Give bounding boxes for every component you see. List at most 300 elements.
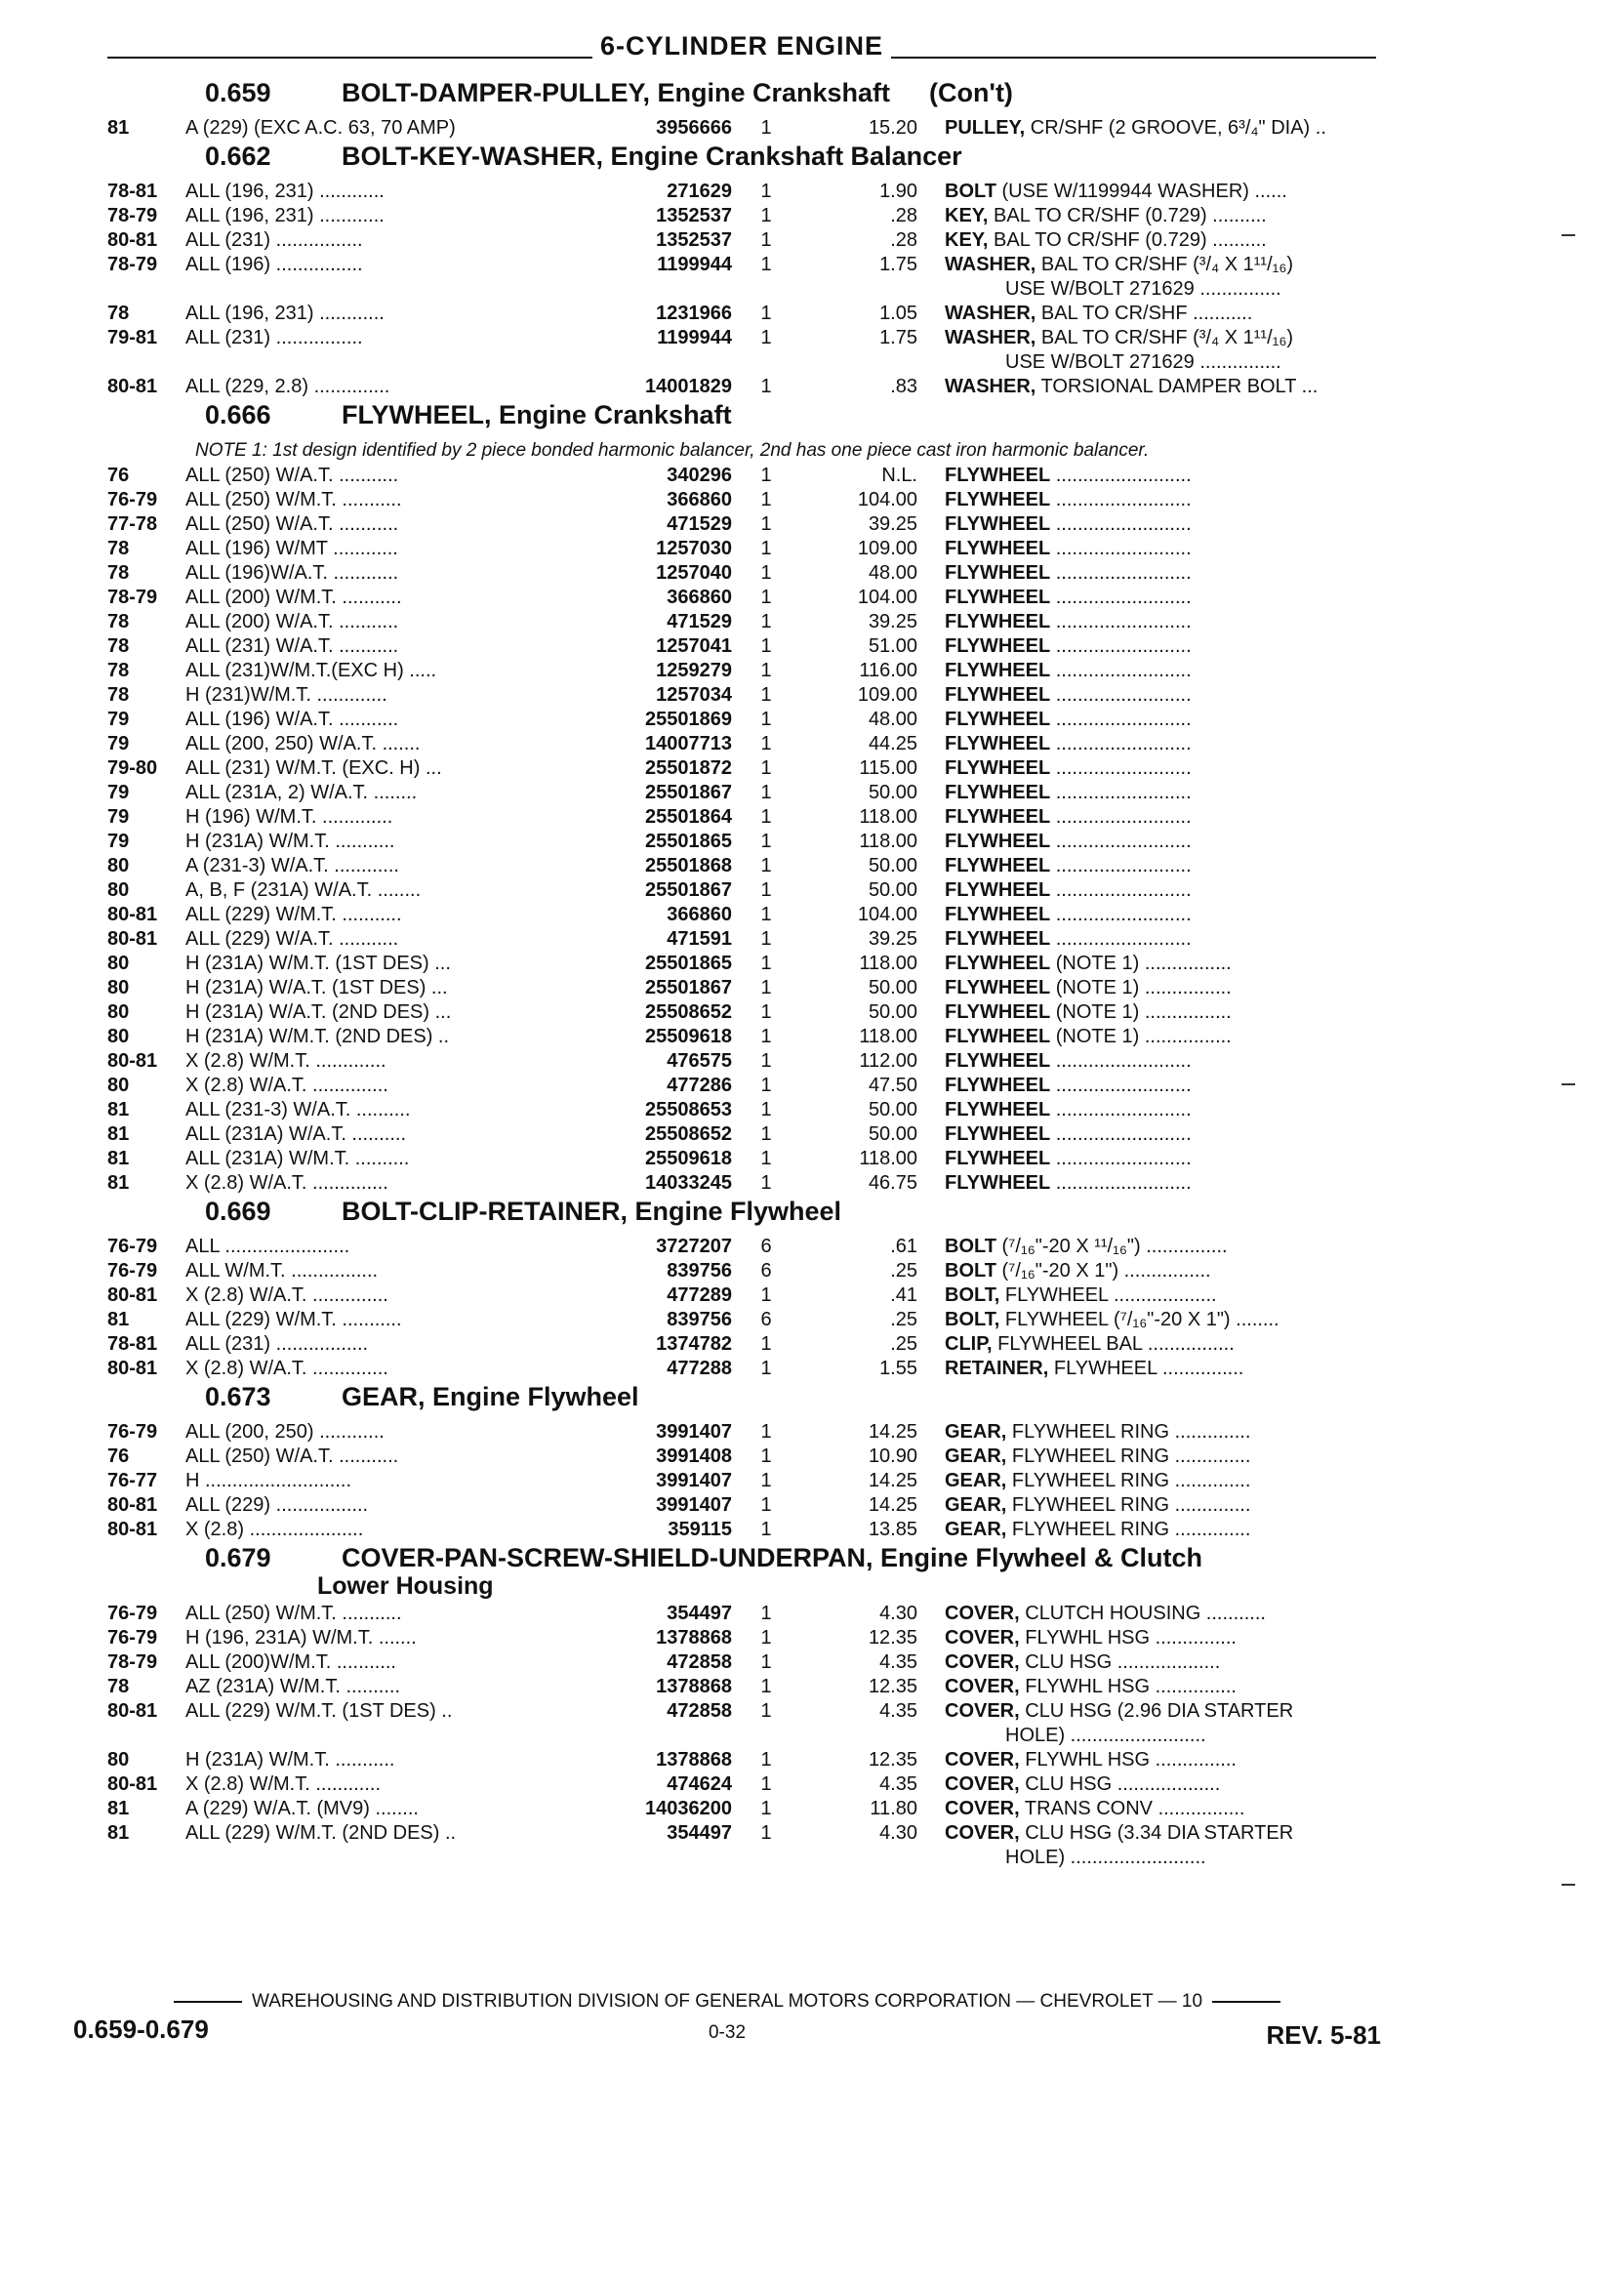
description (917, 1260, 1376, 1282)
price: .83 (890, 376, 917, 397)
description-text: ......................... (1050, 733, 1192, 754)
quantity: 1 (760, 1494, 772, 1516)
parts-row (107, 1333, 1376, 1358)
model-years: 76-79 (107, 1627, 158, 1649)
price: 104.00 (857, 904, 917, 925)
application: ALL (196, 231) ............ (185, 205, 385, 226)
description-text: FLYWHEEL RING .............. (1006, 1494, 1251, 1516)
description-keyword: BOLT, (945, 1284, 1000, 1306)
description-keyword: COVER, (945, 1822, 1020, 1844)
model-years: 80-81 (107, 376, 158, 397)
description-text: BAL TO CR/SHF ........... (1035, 303, 1253, 324)
application: H (231A) W/M.T. (1ST DES) ... (185, 953, 451, 974)
part-number: 839756 (667, 1260, 732, 1282)
application: ALL (231) W/M.T. (EXC. H) ... (185, 757, 442, 779)
description-keyword: FLYWHEEL (945, 1050, 1051, 1072)
description-text: ......................... (1050, 855, 1192, 876)
model-years: 78 (107, 635, 130, 657)
section-title: BOLT-CLIP-RETAINER, Engine Flywheel (342, 1197, 842, 1226)
model-years: 76-79 (107, 1421, 158, 1443)
quantity: 1 (760, 1519, 772, 1540)
parts-row (107, 709, 1376, 733)
quantity: 1 (760, 635, 772, 657)
description (917, 1284, 1376, 1307)
price: N.L. (881, 465, 917, 486)
application: ALL (229) W/M.T. (1ST DES) .. (185, 1700, 453, 1722)
application: H ........................... (185, 1470, 352, 1491)
description-text: TRANS CONV ................ (1019, 1798, 1245, 1819)
description-keyword: RETAINER, (945, 1358, 1049, 1379)
price: 50.00 (868, 855, 917, 876)
quantity: 1 (760, 538, 772, 559)
model-years: 80-81 (107, 1773, 158, 1795)
description (917, 489, 1376, 511)
description-keyword: COVER, (945, 1651, 1020, 1673)
model-years: 80-81 (107, 1700, 158, 1722)
model-years: 81 (107, 1148, 130, 1169)
quantity: 1 (760, 117, 772, 139)
description-keyword: COVER, (945, 1749, 1020, 1771)
application: H (231)W/M.T. ............. (185, 684, 387, 706)
description-text: ......................... (1050, 513, 1192, 535)
parts-row (107, 562, 1376, 587)
application: ALL (231)W/M.T.(EXC H) ..... (185, 660, 437, 681)
application: ALL (200, 250) ............ (185, 1421, 385, 1443)
part-number: 1352537 (656, 229, 732, 251)
catalog-section (107, 400, 1376, 1197)
application: H (196) W/M.T. ............. (185, 806, 393, 828)
parts-row (107, 733, 1376, 757)
quantity: 1 (760, 205, 772, 226)
parts-row (107, 782, 1376, 806)
description (917, 660, 1376, 682)
footer-revision: REV. 5-81 (1266, 2020, 1381, 2050)
description-text: FLYWHEEL BAL ................ (992, 1333, 1235, 1355)
price: 104.00 (857, 489, 917, 510)
application: H (231A) W/A.T. (2ND DES) ... (185, 1001, 452, 1023)
model-years: 79 (107, 831, 130, 852)
description-text: BAL TO CR/SHF (³/₄ X 1¹¹/₁₆) (1035, 327, 1294, 348)
quantity: 1 (760, 1148, 772, 1169)
description-keyword: FLYWHEEL (945, 635, 1051, 657)
page-footer (73, 1991, 1381, 2069)
description (917, 928, 1376, 951)
part-number: 1231966 (656, 303, 732, 324)
quantity: 1 (760, 660, 772, 681)
description-text: FLYWHL HSG ............... (1019, 1749, 1237, 1771)
description-text: FLYWHEEL ............... (1048, 1358, 1244, 1379)
description-keyword: FLYWHEEL (945, 879, 1051, 901)
price: 1.55 (879, 1358, 917, 1379)
parts-row (107, 303, 1376, 327)
part-number: 25501869 (645, 709, 732, 730)
description-text: ......................... (1050, 538, 1192, 559)
price: 12.35 (868, 1749, 917, 1771)
application: ALL (196, 231) ............ (185, 181, 385, 202)
application: ALL (231A) W/A.T. .......... (185, 1123, 406, 1145)
quantity: 1 (760, 831, 772, 852)
quantity: 1 (760, 684, 772, 706)
application: X (2.8) W/A.T. .............. (185, 1358, 388, 1379)
part-number: 3727207 (656, 1236, 732, 1257)
model-years: 78 (107, 562, 130, 584)
description-text: TORSIONAL DAMPER BOLT ... (1035, 376, 1319, 397)
quantity: 1 (760, 1358, 772, 1379)
quantity: 1 (760, 1075, 772, 1096)
description-keyword: FLYWHEEL (945, 489, 1051, 510)
price: 39.25 (868, 513, 917, 535)
description (917, 1358, 1376, 1380)
price: 12.35 (868, 1627, 917, 1649)
price: 12.35 (868, 1676, 917, 1697)
part-number: 3991408 (656, 1445, 732, 1467)
quantity: 1 (760, 1700, 772, 1722)
application: ALL (250) W/A.T. ........... (185, 1445, 399, 1467)
model-years: 78-79 (107, 254, 158, 275)
quantity: 1 (760, 1822, 772, 1844)
application: ALL (229) W/M.T. ........... (185, 1309, 402, 1330)
description-text: CLU HSG ................... (1019, 1651, 1221, 1673)
description-keyword: FLYWHEEL (945, 1148, 1051, 1169)
price: .28 (890, 205, 917, 226)
model-years: 78-79 (107, 205, 158, 226)
price: 115.00 (859, 757, 917, 779)
quantity: 1 (760, 1284, 772, 1306)
application: ALL (229) W/M.T. (2ND DES) .. (185, 1822, 457, 1844)
description (917, 733, 1376, 755)
price: 50.00 (868, 1123, 917, 1145)
model-years: 76-79 (107, 1260, 158, 1282)
quantity: 1 (760, 757, 772, 779)
model-years: 80-81 (107, 1494, 158, 1516)
model-years: 78 (107, 538, 130, 559)
price: .25 (890, 1260, 917, 1282)
parts-row (107, 117, 1376, 142)
quantity: 1 (760, 303, 772, 324)
description (917, 303, 1376, 325)
quantity: 1 (760, 953, 772, 974)
description-text: CLUTCH HOUSING ........... (1019, 1603, 1266, 1624)
quantity: 1 (760, 1470, 772, 1491)
model-years: 79 (107, 782, 130, 803)
model-years: 81 (107, 1172, 130, 1194)
catalog-section (107, 142, 1376, 400)
description (917, 1773, 1376, 1796)
footer-organization: WAREHOUSING AND DISTRIBUTION DIVISION OF GENERAL MOTORS CORPORATION — CHEVROLET — 10 (251, 1991, 1203, 2012)
description (917, 806, 1376, 829)
application: AZ (231A) W/M.T. .......... (185, 1676, 401, 1697)
part-number: 477286 (667, 1075, 732, 1096)
quantity: 1 (760, 879, 772, 901)
parts-row (107, 181, 1376, 205)
section-note: NOTE 1: 1st design identified by 2 piece bonded harmonic balancer, 2nd has one piece cast iron harmonic balancer. (195, 440, 1150, 461)
description-keyword: FLYWHEEL (945, 1172, 1051, 1194)
description-text: FLYWHL HSG ............... (1019, 1676, 1237, 1697)
part-number: 1199944 (657, 254, 732, 275)
price: 50.00 (868, 1001, 917, 1023)
part-number: 1199944 (657, 327, 732, 348)
parts-row (107, 684, 1376, 709)
description-text: FLYWHEEL RING .............. (1006, 1421, 1251, 1443)
description-text: CLU HSG (2.96 DIA STARTER (1019, 1700, 1294, 1722)
description (917, 587, 1376, 609)
application: ALL (200, 250) W/A.T. ....... (185, 733, 421, 754)
description (917, 1445, 1376, 1468)
application: ALL ....................... (185, 1236, 350, 1257)
quantity: 1 (760, 1627, 772, 1649)
application: ALL (250) W/M.T. ........... (185, 1603, 402, 1624)
description (917, 1676, 1376, 1698)
section-heading (107, 78, 1376, 117)
description-text: ......................... (1050, 709, 1192, 730)
model-years: 76-79 (107, 489, 158, 510)
parts-row (107, 1026, 1376, 1050)
parts-row (107, 1676, 1376, 1700)
quantity: 1 (760, 928, 772, 950)
price: 118.00 (859, 831, 917, 852)
description-text: (NOTE 1) ................ (1050, 977, 1232, 998)
quantity: 1 (760, 1676, 772, 1697)
part-number: 1352537 (656, 205, 732, 226)
model-years: 80-81 (107, 904, 158, 925)
parts-row (107, 953, 1376, 977)
description-keyword: FLYWHEEL (945, 928, 1051, 950)
parts-row (107, 254, 1376, 278)
parts-row (107, 757, 1376, 782)
description-keyword: COVER, (945, 1603, 1020, 1624)
model-years: 80-81 (107, 1358, 158, 1379)
description (917, 782, 1376, 804)
description-keyword: FLYWHEEL (945, 806, 1051, 828)
description-keyword: COVER, (945, 1676, 1020, 1697)
price: 1.90 (879, 181, 917, 202)
section-title: BOLT-KEY-WASHER, Engine Crankshaft Balancer (342, 142, 962, 171)
application: ALL (250) W/A.T. ........... (185, 513, 399, 535)
price: 4.35 (879, 1773, 917, 1795)
description-keyword: FLYWHEEL (945, 977, 1051, 998)
part-number: 3991407 (656, 1494, 732, 1516)
description (917, 1050, 1376, 1073)
parts-row (107, 977, 1376, 1001)
description-text: ......................... (1050, 1172, 1192, 1194)
model-years: 78-79 (107, 1651, 158, 1673)
part-number: 474624 (667, 1773, 732, 1795)
quantity: 1 (760, 465, 772, 486)
quantity: 1 (760, 782, 772, 803)
price: 14.25 (868, 1494, 917, 1516)
description (917, 1627, 1376, 1649)
part-number: 1257030 (656, 538, 732, 559)
description-keyword: WASHER, (945, 254, 1036, 275)
application: X (2.8) W/M.T. ............ (185, 1773, 382, 1795)
quantity: 1 (760, 376, 772, 397)
price: 118.00 (859, 1148, 917, 1169)
quantity: 1 (760, 254, 772, 275)
description (917, 1700, 1376, 1723)
price: .41 (890, 1284, 917, 1306)
application: H (231A) W/M.T. ........... (185, 1749, 395, 1771)
description-text: FLYWHEEL RING .............. (1006, 1445, 1251, 1467)
part-number: 1257040 (656, 562, 732, 584)
description-keyword: COVER, (945, 1798, 1020, 1819)
application: ALL (231) ................ (185, 229, 363, 251)
parts-row (107, 1236, 1376, 1260)
parts-row (107, 1773, 1376, 1798)
description-keyword: FLYWHEEL (945, 831, 1051, 852)
price: 10.90 (868, 1445, 917, 1467)
description (917, 465, 1376, 487)
description (917, 1172, 1376, 1195)
description (917, 684, 1376, 707)
quantity: 1 (760, 1651, 772, 1673)
description (917, 1603, 1376, 1625)
quantity: 6 (760, 1260, 772, 1282)
footer-section-range: 0.659-0.679 (73, 2015, 209, 2044)
parts-row (107, 1123, 1376, 1148)
parts-row (107, 489, 1376, 513)
parts-row (107, 904, 1376, 928)
part-number: 3991407 (656, 1421, 732, 1443)
application: ALL (229) W/A.T. ........... (185, 928, 399, 950)
price: 13.85 (868, 1519, 917, 1540)
description-text: CLU HSG (3.34 DIA STARTER (1019, 1822, 1294, 1844)
description (917, 229, 1376, 252)
description-keyword: WASHER, (945, 376, 1036, 397)
quantity: 6 (760, 1309, 772, 1330)
part-number: 476575 (667, 1050, 732, 1072)
application: H (196, 231A) W/M.T. ....... (185, 1627, 417, 1649)
continued-label: (Con't) (929, 78, 1013, 107)
part-number: 271629 (667, 181, 732, 202)
description-keyword: FLYWHEEL (945, 587, 1051, 608)
description (917, 831, 1376, 853)
model-years: 81 (107, 117, 130, 139)
description-keyword: WASHER, (945, 327, 1036, 348)
price: 4.35 (879, 1651, 917, 1673)
description-continuation: USE W/BOLT 271629 ............... (1005, 278, 1281, 300)
price: 109.00 (857, 538, 917, 559)
parts-row (107, 660, 1376, 684)
parts-row (107, 1284, 1376, 1309)
quantity: 1 (760, 1749, 772, 1771)
model-years: 80-81 (107, 229, 158, 251)
description-keyword: FLYWHEEL (945, 782, 1051, 803)
description-keyword: GEAR, (945, 1494, 1007, 1516)
description-keyword: FLYWHEEL (945, 1026, 1051, 1047)
part-number: 839756 (667, 1309, 732, 1330)
description (917, 376, 1376, 398)
parts-row (107, 1099, 1376, 1123)
application: ALL (229) W/M.T. ........... (185, 904, 402, 925)
description-keyword: FLYWHEEL (945, 513, 1051, 535)
application: ALL (196) W/MT ............ (185, 538, 398, 559)
price: 47.50 (868, 1075, 917, 1096)
parts-row (107, 327, 1376, 351)
parts-row (107, 928, 1376, 953)
model-years: 78 (107, 660, 130, 681)
model-years: 78 (107, 684, 130, 706)
description-keyword: KEY, (945, 205, 989, 226)
price: 39.25 (868, 928, 917, 950)
part-number: 3991407 (656, 1470, 732, 1491)
description (917, 1822, 1376, 1845)
model-years: 78 (107, 611, 130, 632)
footer-rule-left (174, 2001, 242, 2003)
quantity: 1 (760, 1050, 772, 1072)
description-text: ......................... (1050, 806, 1192, 828)
part-number: 1259279 (656, 660, 732, 681)
description (917, 1470, 1376, 1492)
catalog-section (107, 1543, 1376, 1871)
price: .25 (890, 1309, 917, 1330)
application: ALL (196, 231) ............ (185, 303, 385, 324)
price: 48.00 (868, 709, 917, 730)
description-text: ......................... (1050, 489, 1192, 510)
description-keyword: BOLT, (945, 1309, 1000, 1330)
description-text: ......................... (1050, 1075, 1192, 1096)
description (917, 1099, 1376, 1121)
part-number: 472858 (667, 1651, 732, 1673)
description-text: FLYWHL HSG ............... (1019, 1627, 1237, 1649)
quantity: 1 (760, 327, 772, 348)
section-code: 0.679 (205, 1543, 271, 1572)
application: H (231A) W/A.T. (1ST DES) ... (185, 977, 448, 998)
price: 4.30 (879, 1603, 917, 1624)
parts-row (107, 1050, 1376, 1075)
price: 48.00 (868, 562, 917, 584)
description-keyword: FLYWHEEL (945, 562, 1051, 584)
model-years: 81 (107, 1099, 130, 1120)
description (917, 1333, 1376, 1356)
description-text: ......................... (1050, 757, 1192, 779)
parts-row (107, 229, 1376, 254)
description (917, 117, 1376, 140)
quantity: 1 (760, 977, 772, 998)
model-years: 78-79 (107, 587, 158, 608)
description-keyword: FLYWHEEL (945, 904, 1051, 925)
description (917, 855, 1376, 877)
description-text: ......................... (1050, 928, 1192, 950)
description (917, 1236, 1376, 1258)
description (917, 1075, 1376, 1097)
description-keyword: PULLEY, (945, 117, 1026, 139)
price: 1.75 (879, 327, 917, 348)
description-text: BAL TO CR/SHF (³/₄ X 1¹¹/₁₆) (1035, 254, 1294, 275)
quantity: 1 (760, 1445, 772, 1467)
application: ALL (200) W/M.T. ........... (185, 587, 402, 608)
part-number: 1378868 (656, 1676, 732, 1697)
part-number: 366860 (667, 587, 732, 608)
model-years: 80 (107, 879, 130, 901)
part-number: 25508653 (645, 1099, 732, 1120)
description-keyword: BOLT (945, 1260, 996, 1282)
margin-mark (1562, 1884, 1575, 1886)
description-text: FLYWHEEL RING .............. (1006, 1519, 1251, 1540)
quantity: 1 (760, 1001, 772, 1023)
sections-container (107, 78, 1376, 1871)
application: ALL W/M.T. ................ (185, 1260, 379, 1282)
price: 118.00 (859, 953, 917, 974)
description-text: (NOTE 1) ................ (1050, 953, 1232, 974)
part-number: 471529 (667, 611, 732, 632)
description-text: ......................... (1050, 782, 1192, 803)
model-years: 78 (107, 1676, 130, 1697)
margin-mark (1562, 1083, 1575, 1085)
part-number: 25508652 (645, 1123, 732, 1145)
price: 50.00 (868, 1099, 917, 1120)
description (917, 538, 1376, 560)
description-text: ......................... (1050, 1099, 1192, 1120)
